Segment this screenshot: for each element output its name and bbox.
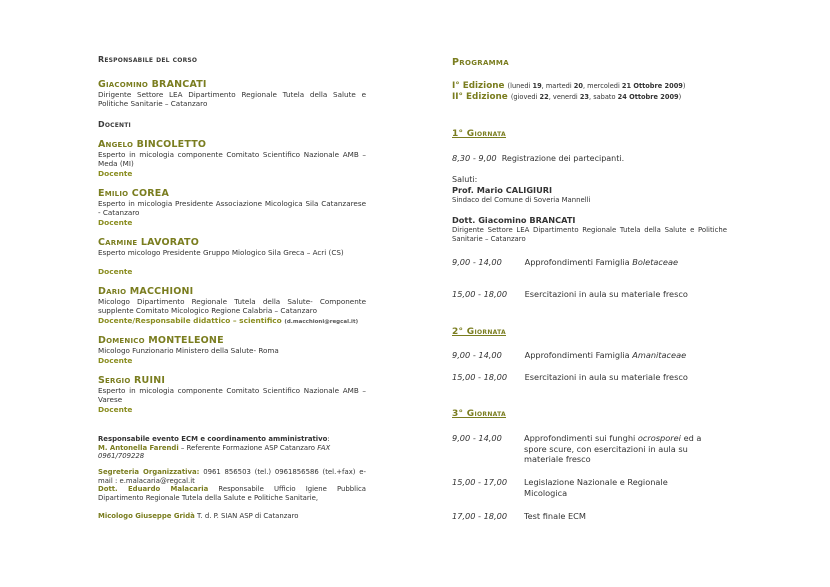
responsabile-last: BRANCATI bbox=[151, 79, 207, 90]
day-1-title: 1° Giornata bbox=[452, 129, 507, 139]
docente-first: Domenico bbox=[98, 335, 145, 346]
session-time: 17,00 - 18,00 bbox=[452, 511, 508, 521]
day-3-title: 3° Giornata bbox=[452, 409, 507, 419]
ecm-block: Responsabile evento ECM e coordinamento amministrativo: M. Antonella Farendi – Referente Formazione ASP Catanzaro FAX 0961/709228 bbox=[98, 435, 331, 461]
ecm-text: – Referente Formazione ASP Catanzaro bbox=[180, 443, 315, 452]
session-text: ed a spore scure, con esercitazioni in aula su materiale fresco bbox=[524, 433, 702, 464]
docente-name bbox=[98, 286, 193, 297]
docente-last: LAVORATO bbox=[140, 237, 200, 248]
docente-name bbox=[98, 335, 224, 346]
docente-last: RUINI bbox=[134, 375, 166, 386]
session-time: 15,00 - 18,00 bbox=[452, 372, 508, 382]
session-time: 8,30 - 9,00 bbox=[452, 153, 497, 163]
docente-desc: Esperto in micologia componente Comitato Scientifico Nazionale AMB – Varese bbox=[98, 386, 366, 404]
session-text: Approfondimenti Famiglia bbox=[524, 257, 630, 267]
session-text-italic: ocrosporei bbox=[637, 433, 681, 443]
docente-last: MACCHIONI bbox=[129, 286, 194, 297]
docente-name bbox=[98, 375, 165, 386]
ecm-name: M. Antonella Farendi bbox=[98, 443, 179, 452]
docente-desc: Esperto in micologia componente Comitato Scientifico Nazionale AMB – Meda (MI) bbox=[98, 150, 366, 168]
session-text: Approfondimenti sui funghi bbox=[524, 433, 636, 443]
segreteria-block bbox=[98, 468, 366, 502]
segreteria-name: Dott. Eduardo Malacaria bbox=[98, 485, 209, 494]
day-3-session-3 bbox=[452, 511, 586, 522]
edition-1 bbox=[452, 81, 685, 91]
docente-name bbox=[98, 139, 206, 150]
responsabile-first: Giacomino bbox=[98, 79, 149, 90]
ecm-heading: Responsabile evento ECM e coordinamento amministrativo bbox=[98, 435, 328, 443]
saluti-person-1-desc: Sindaco del Comune di Soveria Mannelli bbox=[452, 196, 591, 204]
docente-role: Docente bbox=[98, 218, 133, 227]
edition-1-dates: (lunedi 19, martedi 20, mercoledi 21 Ottobre 2009) bbox=[507, 82, 686, 90]
saluti-person-2-desc: Dirigente Settore LEA Dipartimento Regionale Tutela della Salute e Politiche Sanitarie – Catanzaro bbox=[452, 226, 727, 243]
ecm-fax: 0961/709228 bbox=[98, 452, 145, 461]
docente-role bbox=[98, 316, 358, 325]
edition-2-dates: (giovedi 22, venerdi 23, sabato 24 Ottobre 2009) bbox=[510, 93, 682, 101]
docente-last: BINCOLETTO bbox=[136, 139, 207, 150]
docenti-heading: Docenti bbox=[98, 120, 131, 129]
docente-role: Docente bbox=[98, 267, 133, 276]
docente-desc: Micologo Funzionario Ministero della Salute- Roma bbox=[98, 346, 279, 355]
session-time: 15,00 - 18,00 bbox=[452, 289, 508, 299]
docente-last: MONTELEONE bbox=[148, 335, 224, 346]
edition-1-label: I° Edizione bbox=[452, 81, 505, 91]
session-text: Registrazione dei partecipanti. bbox=[501, 154, 625, 163]
docente-role: Docente bbox=[98, 405, 133, 414]
programma-title: Programma bbox=[452, 57, 509, 68]
responsabile-name bbox=[98, 79, 207, 90]
session-time: 15,00 - 17,00 bbox=[452, 477, 508, 487]
session-text-block bbox=[524, 433, 724, 465]
saluti-person-2-name: Dott. Giacomino BRANCATI bbox=[452, 215, 576, 225]
docente-email[interactable]: (d.macchioni@regcal.it) bbox=[284, 319, 359, 325]
micologo-desc: T. d. P. SIAN ASP di Catanzaro bbox=[197, 512, 299, 520]
segreteria-desc: Responsabile Ufficio Igiene Pubblica Dipartimento Regionale Tutela della Salute e Politiche Sanitarie, bbox=[98, 485, 366, 502]
docente-first: Emilio bbox=[98, 188, 129, 199]
edition-2 bbox=[452, 92, 681, 102]
session-text: Approfondimenti Famiglia bbox=[524, 350, 630, 360]
day-2-session-2 bbox=[452, 372, 688, 383]
docente-first: Dario bbox=[98, 286, 127, 297]
edition-2-label: II° Edizione bbox=[452, 92, 508, 102]
session-text-italic: Boletaceae bbox=[632, 257, 679, 267]
session-time: 9,00 - 14,00 bbox=[452, 433, 502, 443]
docente-role: Docente bbox=[98, 356, 133, 365]
ecm-fax-label: FAX bbox=[317, 443, 331, 452]
day-2-title: 2° Giornata bbox=[452, 327, 507, 337]
saluti-person-1-name: Prof. Mario CALIGIURI bbox=[452, 185, 553, 195]
session-text-italic: Amanitaceae bbox=[632, 350, 687, 360]
docente-first: Carmine bbox=[98, 237, 138, 248]
day-1-session-1 bbox=[452, 257, 678, 268]
day-3-session-1 bbox=[452, 433, 732, 465]
segreteria-text: 0961 856503 (tel.) 0961856586 (tel.+fax) e-mail : e.malacaria@regcal.it bbox=[98, 468, 366, 485]
docente-name bbox=[98, 237, 199, 248]
docente-first: Angelo bbox=[98, 139, 134, 150]
day-1-registration bbox=[452, 153, 624, 163]
docente-name bbox=[98, 188, 169, 199]
day-1-session-2 bbox=[452, 289, 688, 300]
docente-role-text: Docente/Responsabile didattico – scientifico bbox=[98, 316, 282, 325]
day-2-session-1 bbox=[452, 350, 686, 361]
docente-role: Docente bbox=[98, 169, 133, 178]
docente-desc: Micologo Dipartimento Regionale Tutela della Salute- Componente supplente Comitato Micologico Regione Calabria – Catanzaro bbox=[98, 297, 366, 315]
day-3-session-2 bbox=[452, 477, 732, 498]
session-time: 9,00 - 14,00 bbox=[452, 257, 502, 267]
micologo-block bbox=[98, 512, 298, 521]
session-text: Esercitazioni in aula su materiale fresco bbox=[524, 289, 688, 299]
docente-last: COREA bbox=[131, 188, 170, 199]
responsabile-heading: Responsabile del corso bbox=[98, 55, 198, 64]
docente-first: Sergio bbox=[98, 375, 131, 386]
session-time: 9,00 - 14,00 bbox=[452, 350, 502, 360]
docente-desc: Esperto micologo Presidente Gruppo Miologico Sila Greca – Acri (CS) bbox=[98, 248, 344, 257]
segreteria-label: Segreteria Organizzativa: bbox=[98, 468, 200, 476]
responsabile-desc: Dirigente Settore LEA Dipartimento Regionale Tutela della Salute e Politiche Sanitarie – Catanzaro bbox=[98, 90, 366, 108]
saluti-label: Saluti: bbox=[452, 175, 478, 184]
session-text: Legislazione Nazionale e Regionale Micologica bbox=[524, 477, 668, 498]
session-text: Esercitazioni in aula su materiale fresco bbox=[524, 372, 688, 382]
micologo-name: Micologo Giuseppe Gridà bbox=[98, 512, 195, 520]
session-text: Test finale ECM bbox=[524, 511, 586, 521]
docente-desc: Esperto in micologia Presidente Associazione Micologica Sila Catanzarese - Catanzaro bbox=[98, 199, 366, 217]
